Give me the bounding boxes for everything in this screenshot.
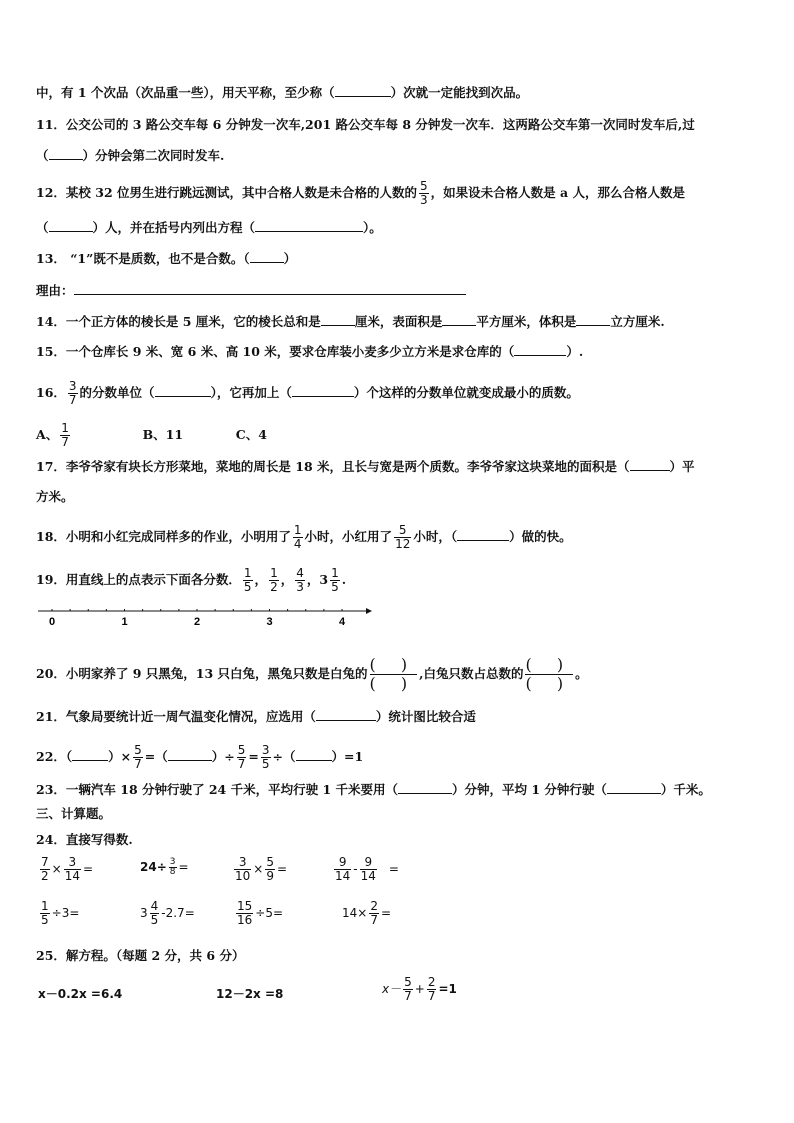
equation-item[interactable]: 12－2x =8 xyxy=(216,987,284,1001)
q13-line1: 13． “1”既不是质数，也不是合数。（ ） xyxy=(36,251,297,266)
q11-line2: （ ）分钟会第二次同时发车. xyxy=(36,148,225,163)
q23-line: 23．一辆汽车 18 分钟行驶了 24 千米，平均行驶 1 千米要用（ ）分钟，平均 1 分钟行驶（ ）千米。 xyxy=(36,782,711,797)
q13-reason: 理由： xyxy=(36,282,466,299)
fraction: $\frac{3}{7}$ xyxy=(68,379,77,407)
answer-blank[interactable] xyxy=(49,219,93,232)
equation-blank[interactable] xyxy=(255,219,363,232)
calc-item[interactable]: 3 $\frac{4}{5}$ -2.7= xyxy=(140,899,195,927)
option-b[interactable]: B、11 xyxy=(142,427,184,442)
q12-line2: （ ）人，并在括号内列出方程（ ）。 xyxy=(36,220,382,235)
section-heading: 三、计算题。 xyxy=(36,806,112,821)
q16-line: 16． $\frac{3}{7}$ 的分数单位（ ），它再加上（ ）个这样的分数单位就变成最小的质数。 xyxy=(36,379,579,407)
q20-line: 20．小明家养了 9 只黑兔，13 只白兔，黑兔只数是白兔的 ( ) ( ) ,白兔只数占总数的 ( ) ( ) 。 xyxy=(36,655,588,693)
equation-item[interactable]: x－0.2x =6.4 xyxy=(38,987,123,1001)
answer-blank[interactable] xyxy=(296,748,332,761)
q14-line: 14．一个正方体的棱长是 5 厘米，它的棱长总和是 厘米，表面积是 平方厘米，体积是 立方厘米. xyxy=(36,314,665,329)
q19-line: 19．用直线上的点表示下面各分数． $\frac{1}{5}$ ， $\frac{1}{2}$ ， $\frac{4}{3}$ ，3 $\frac{1}{5}$ . xyxy=(36,566,347,594)
calc-item[interactable]: $\frac{15}{16}$ ÷5= xyxy=(237,899,284,927)
q22-line: 22．（ ）× $\frac{5}{7}$ =（ ）÷ $\frac{5}{7}$ = $\frac{3}{5}$ ÷（ ）=1 xyxy=(36,743,364,771)
answer-blank[interactable] xyxy=(335,84,391,97)
fraction-blank[interactable]: ( ) ( ) xyxy=(525,655,574,693)
answer-blank[interactable] xyxy=(607,781,661,794)
tick-label: 0 xyxy=(48,616,56,628)
calc-item[interactable]: $\frac{3}{10}$ × $\frac{5}{9}$ = xyxy=(235,855,288,883)
answer-blank[interactable] xyxy=(316,708,376,721)
option-c[interactable]: C、4 xyxy=(235,427,267,442)
arrow-icon xyxy=(366,608,372,614)
answer-blank[interactable] xyxy=(250,250,284,263)
answer-blank[interactable] xyxy=(630,458,670,471)
q15-line: 15．一个仓库长 9 米、宽 6 米、高 10 米，要求仓库装小麦多少立方米是求仓库的（ ）. xyxy=(36,344,584,359)
q17-line1: 17．李爷爷家有块长方形菜地，菜地的周长是 18 米，且长与宽是两个质数。李爷爷家这块菜地的面积是（ ）平 xyxy=(36,459,695,474)
tick-label: 1 xyxy=(121,616,128,628)
calc-item[interactable]: $\frac{9}{14}$ - $\frac{9}{14}$ = xyxy=(335,855,399,883)
answer-blank[interactable] xyxy=(292,384,354,397)
q10-line: 中，有 1 个次品（次品重一些），用天平称，至少称（ ）次就一定能找到次品。 xyxy=(36,85,529,100)
q18-line: 18．小明和小红完成同样多的作业，小明用了 $\frac{1}{4}$ 小时，小红用了 $\frac{5}{12}$ 小时，（ ）做的快。 xyxy=(36,523,572,551)
q21-line: 21．气象局要统计近一周气温变化情况，应选用（ ）统计图比较合适 xyxy=(36,709,476,724)
answer-blank[interactable] xyxy=(576,313,610,326)
q24-title: 24．直接写得数. xyxy=(36,832,133,847)
answer-blank[interactable] xyxy=(398,781,452,794)
calc-item[interactable]: 24÷ $\frac{3}{8}$ = xyxy=(140,857,189,877)
answer-blank[interactable] xyxy=(457,528,509,541)
q17-line2: 方米。 xyxy=(36,489,74,504)
answer-blank[interactable] xyxy=(514,343,566,356)
q12-line1: 12．某校 32 位男生进行跳远测试，其中合格人数是未合格的人数的 $\frac{5}{3}$ ，如果设未合格人数是 a 人，那么合格人数是 xyxy=(36,179,685,207)
q11-line1: 11．公交公司的 3 路公交车每 6 分钟发一次车,201 路公交车每 8 分钟发一次车．这两路公交车第一次同时发车后,过 xyxy=(36,117,695,132)
equation-item[interactable]: x－ $\frac{5}{7}$ + $\frac{2}{7}$ =1 xyxy=(382,975,457,1003)
tick-label: 3 xyxy=(266,616,273,628)
option-a[interactable]: A、 $\frac{1}{7}$ xyxy=(36,421,69,449)
tick-label: 4 xyxy=(338,616,346,628)
calc-item[interactable]: $\frac{7}{2}$ × $\frac{3}{14}$ = xyxy=(41,855,94,883)
q25-title: 25．解方程。（每题 2 分，共 6 分） xyxy=(36,948,245,963)
calc-item[interactable]: $\frac{1}{5}$ ÷3= xyxy=(41,899,80,927)
answer-blank[interactable] xyxy=(72,748,108,761)
number-line[interactable] xyxy=(36,600,376,634)
fraction-blank[interactable]: ( ) ( ) xyxy=(369,655,418,693)
reason-blank[interactable] xyxy=(74,282,466,295)
fraction: $\frac{5}{3}$ xyxy=(420,179,428,207)
q16-options xyxy=(36,422,267,449)
answer-blank[interactable] xyxy=(168,748,212,761)
answer-blank[interactable] xyxy=(49,147,83,160)
answer-blank[interactable] xyxy=(321,313,355,326)
answer-blank[interactable] xyxy=(155,384,211,397)
calc-item[interactable]: 14× $\frac{2}{7}$ = xyxy=(342,899,392,927)
tick-label: 2 xyxy=(193,616,201,628)
answer-blank[interactable] xyxy=(442,313,476,326)
number-line-ticks xyxy=(49,609,346,628)
